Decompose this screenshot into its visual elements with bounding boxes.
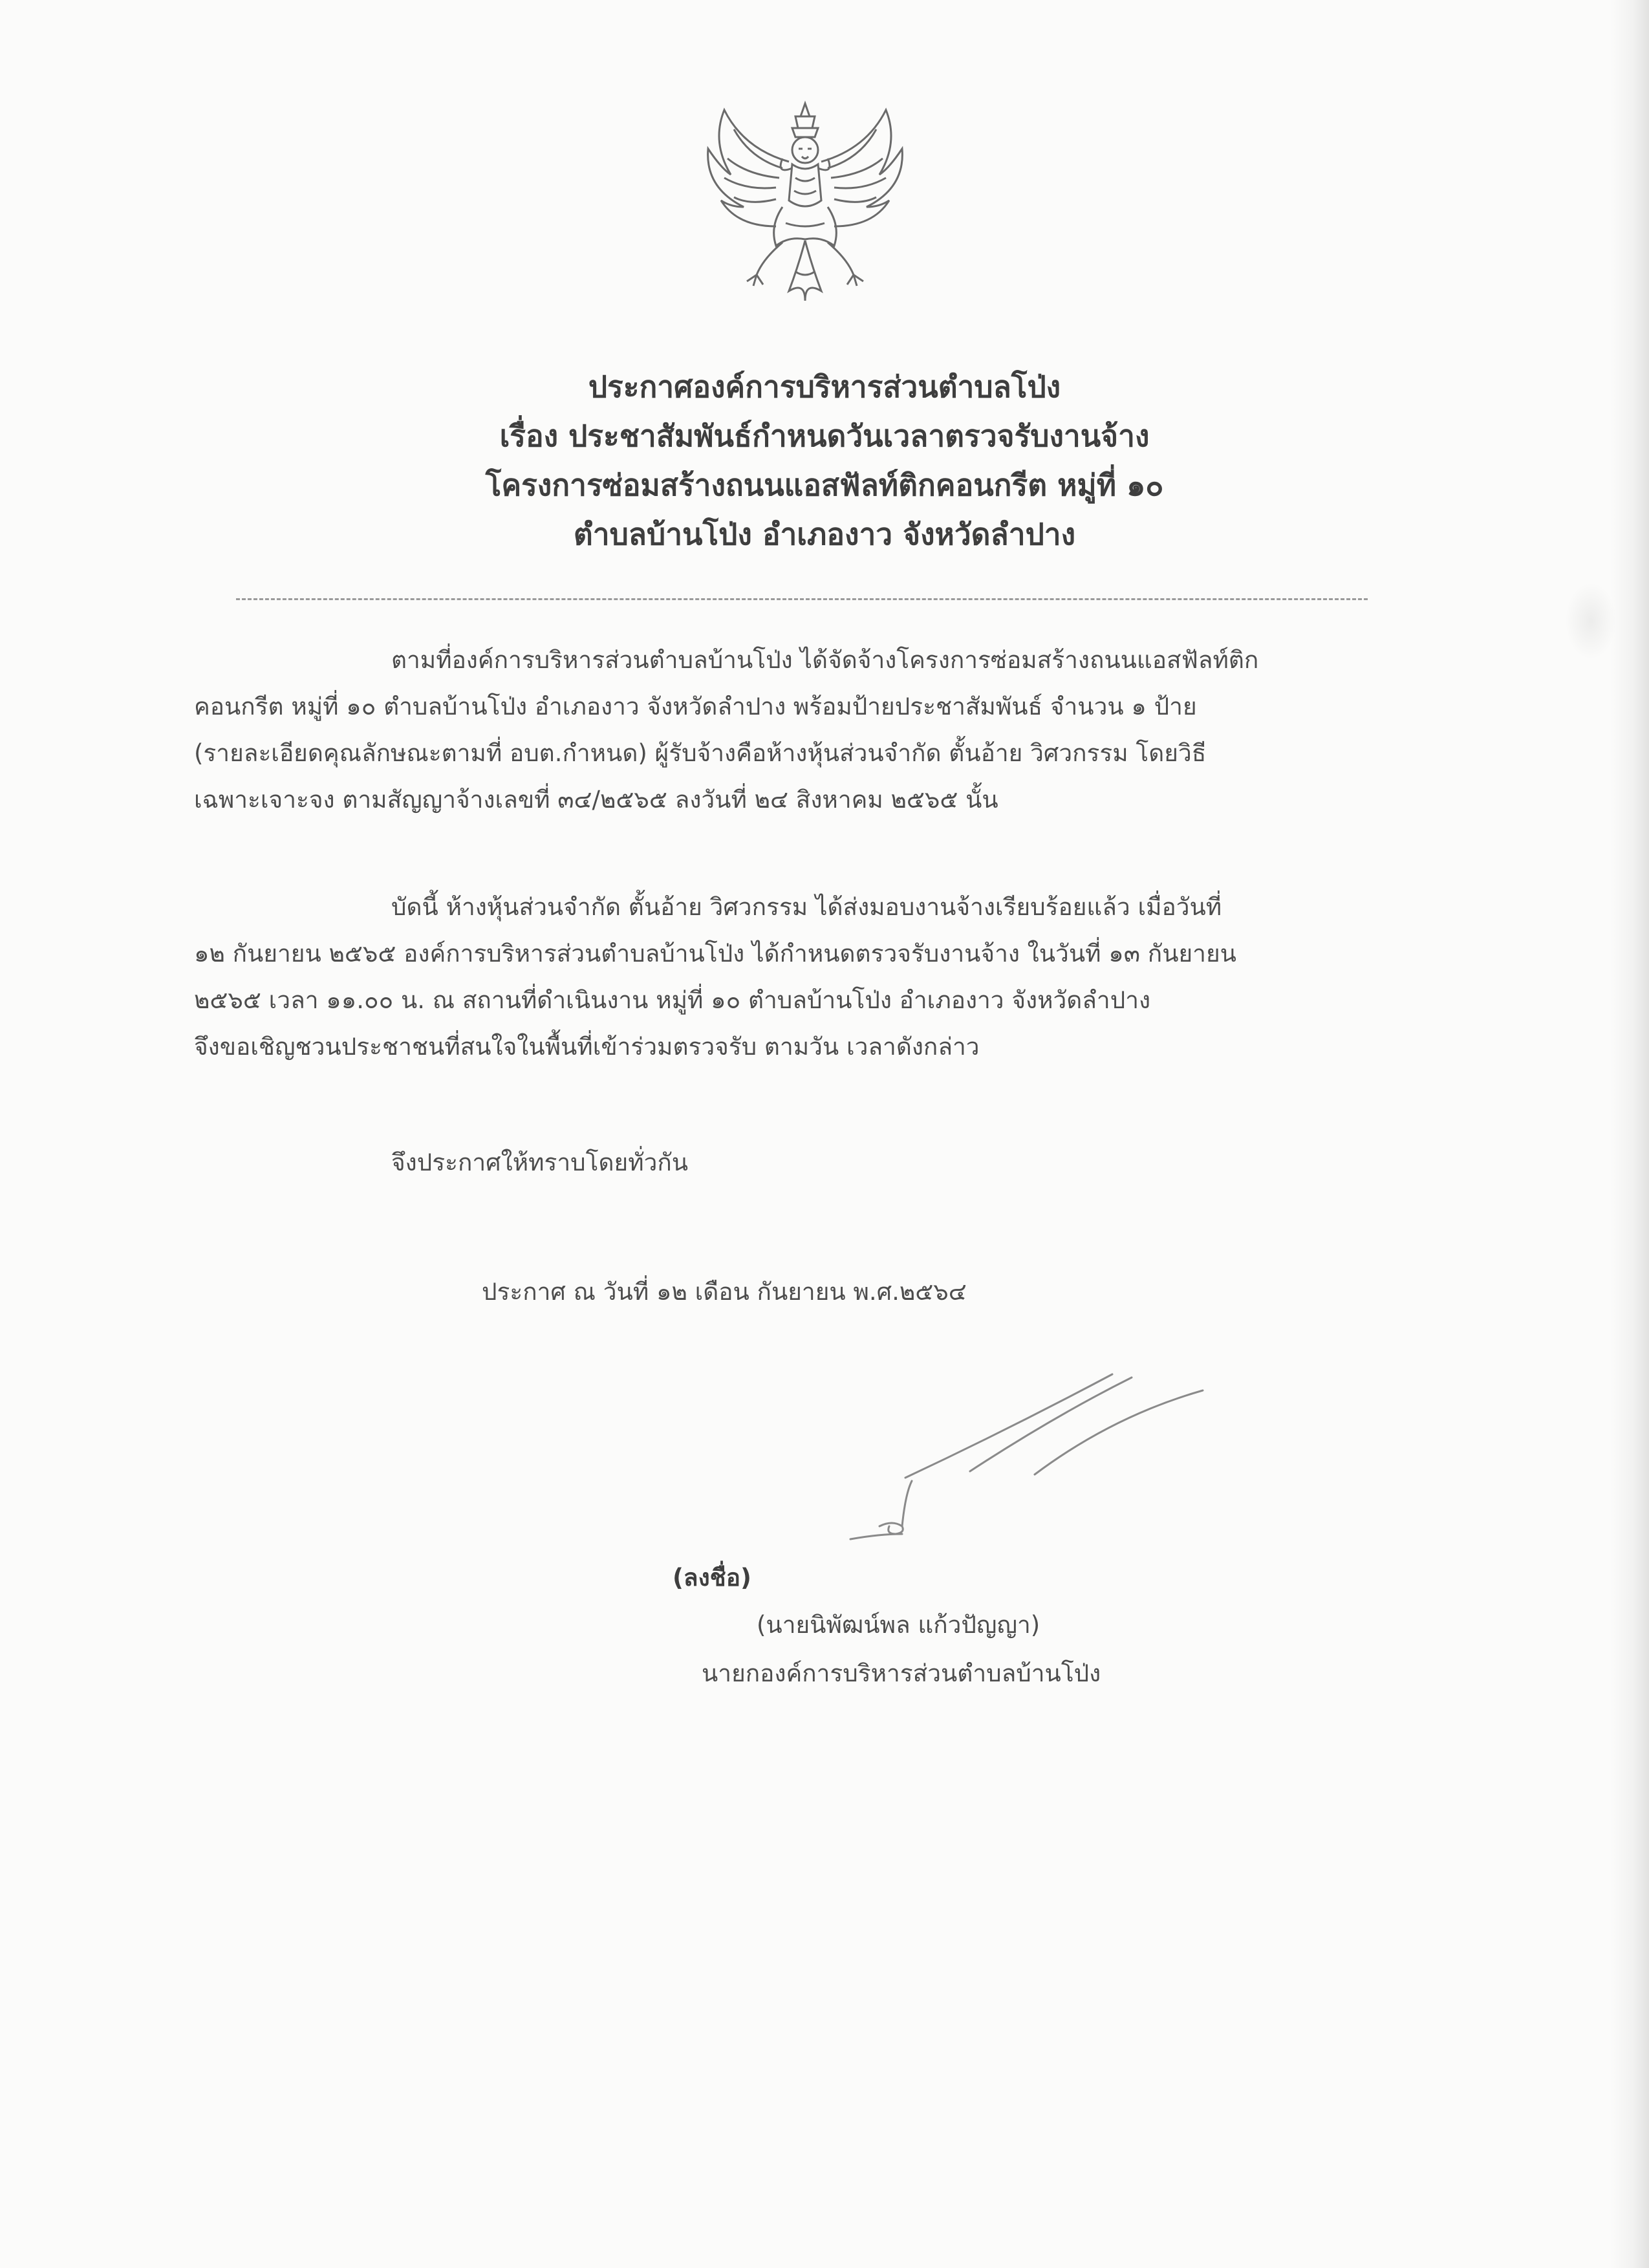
paragraph-line: จึงขอเชิญชวนประชาชนที่สนใจในพื้นที่เข้าร่วมตรวจรับ ตามวัน เวลาดังกล่าว [194, 1033, 980, 1061]
handwritten-signature [841, 1365, 1255, 1552]
announcement-title [0, 362, 1649, 559]
paragraph-line: เฉพาะเจาะจง ตามสัญญาจ้างเลขที่ ๓๔/๒๕๖๕ ลงวันที่ ๒๔ สิงหาคม ๒๕๖๕ นั้น [194, 786, 998, 814]
paragraph-line: คอนกรีต หมู่ที่ ๑๐ ตำบลบ้านโป่ง อำเภองาว จังหวัดลำปาง พร้อมป้ายประชาสัมพันธ์ จำนวน ๑ ป้าย [194, 693, 1197, 720]
garuda-emblem-icon [685, 97, 925, 310]
body-paragraph-2 [194, 884, 1410, 1070]
signer-title: นายกองค์การบริหารส่วนตำบลบ้านโป่ง [702, 1659, 1101, 1687]
sign-label: (ลงชื่อ) [673, 1564, 751, 1592]
paragraph-line: ๑๒ กันยายน ๒๕๖๕ องค์การบริหารส่วนตำบลบ้านโป่ง ได้กำหนดตรวจรับงานจ้าง ในวันที่ ๑๓ กันยายน [194, 940, 1236, 967]
closing-statement: จึงประกาศให้ทราบโดยทั่วกัน [391, 1149, 689, 1176]
signer-name: (นายนิพัฒน์พล แก้วปัญญา) [757, 1611, 1040, 1639]
paper-crease [1565, 582, 1617, 660]
title-line-2: เรื่อง ประชาสัมพันธ์กำหนดวันเวลาตรวจรับงานจ้าง [499, 418, 1150, 453]
scan-edge-shadow [1610, 0, 1649, 2268]
paragraph-line: ตามที่องค์การบริหารส่วนตำบลบ้านโป่ง ได้จัดจ้างโครงการซ่อมสร้างถนนแอสฟัลท์ติก [391, 646, 1259, 674]
paragraph-line: บัดนี้ ห้างหุ้นส่วนจำกัด ตั้นอ้าย วิศวกรรม ได้ส่งมอบงานจ้างเรียบร้อยแล้ว เมื่อวันที่ [391, 893, 1222, 921]
title-line-3: โครงการซ่อมสร้างถนนแอสฟัลท์ติกคอนกรีต หมู่ที่ ๑๐ [485, 468, 1164, 502]
title-line-1: ประกาศองค์การบริหารส่วนตำบลโป่ง [588, 369, 1061, 404]
announcement-date: ประกาศ ณ วันที่ ๑๒ เดือน กันยายน พ.ศ.๒๕๖๔ [482, 1278, 967, 1306]
body-paragraph-1 [194, 637, 1410, 823]
paragraph-line: ๒๕๖๕ เวลา ๑๑.๐๐ น. ณ สถานที่ดำเนินงาน หมู่ที่ ๑๐ ตำบลบ้านโป่ง อำเภองาว จังหวัดลำปาง [194, 986, 1151, 1014]
paragraph-line: (รายละเอียดคุณลักษณะตามที่ อบต.กำหนด) ผู้รับจ้างคือห้างหุ้นส่วนจำกัด ตั้นอ้าย วิศวกรรม โดยวิธี [194, 739, 1207, 767]
title-line-4: ตำบลบ้านโป่ง อำเภองาว จังหวัดลำปาง [573, 517, 1076, 552]
title-divider [236, 598, 1368, 600]
